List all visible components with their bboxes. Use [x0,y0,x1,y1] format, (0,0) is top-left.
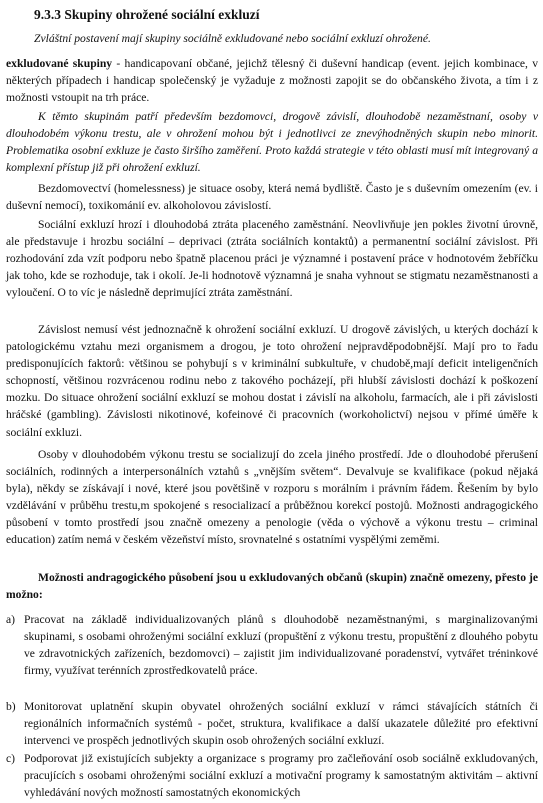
excluded-groups-paragraph [6,55,538,106]
intro-italic: Zvláštní postavení mají skupiny sociálně exkludované nebo sociální exkluzí ohrožené. [34,32,431,45]
homelessness-paragraph: Bezdomovectví (homelessness) je situace osoby, která nemá bydliště. Často je s duševním omezením (ev. i duševní nemocí), toxikománií ev. alkoholovou závislostí. [6,182,538,213]
possibilities-intro: Možnosti andragogického působení jsou u exkludovaných občanů (skupin) značně omezeny, přesto je možno: [6,571,538,602]
prison-paragraph: Osoby v dlouhodobém výkonu trestu se socializují do zcela jiného prostředí. Jde o dlouhodobé přerušení sociálních, rodinných a interpersonálních vztahů s „vnějším světem“. Devalvuje se kvalifikace (pokud nějaká byla), někdy se získávají i nové, které jsou povětšině v rozporu s morálním i právním řádem. Řešením by bylo vzdělávání v průběhu trestu,m spokojené s resocializací a průběžnou korekcí postojů. Možnosti andragogického působení v tomto prostředí jsou značně omezeny a penologie (věda o výchově a výkonu trestu – criminal education) zatím nemá v českém vězeňství místo, srovnatelné s ostatními vyspělými zeměmi. [6,448,538,547]
excluded-groups-term: exkludované skupiny [6,57,113,70]
addiction-paragraph: Závislost nemusí vést jednoznačně k ohrožení sociální exkluzí. U drogově závislých, u kterých dochází k patologickému vztahu mezi organismem a drogou, je toto ohrožení nejpravděpodobnější. Mají pro to řadu predisponujících faktorů: většinou se pohybují s v kriminální subkultuře, v chudobě,mají deficit inteligenčních schopností, většinou rozvrácenou rodinu nebo z takového pocházejí, při hlubší závislosti dochází k poškození mozku. Do situace ohrožení sociální exkluzí se mohou dostat i závislí na alkoholu, farmacích, ale i při závislosti hráčské (gambling). Závislosti nikotinové, kofeinové či pracovních (workoholictví) nejsou v přímé úměře k sociální exkluzi. [6,323,538,439]
list-item-label: a) [6,613,16,626]
section-heading: 9.3.3 Skupiny ohrožené sociální exkluzí [34,7,260,22]
list-item-text: Podporovat již existujících subjekty a organizace s programy pro začleňování osob sociálně exkludovaných, pracujících s osobami ohroženými sociální exkluzí a motivační programy k samostatným aktivitám – aktivní vyhledávání nových možností samostatných ekonomických [24,752,538,800]
unemployment-paragraph: Sociální exkluzí hrozí i dlouhodobá ztráta placeného zaměstnání. Neovlivňuje jen pokles životní úrovně, ale představuje i hrozbu sociální – deprivaci (ztráta sociálních kontaktů) a permanentní sociální závislost. Při rozhodování zda vzít podporu nebo špatně placenou práci je významné i postavení práce v hodnotovém žebříčku jak toho, kde se rozhoduje, tak i okolí. Je-li hodnotově významná je snaha vyhnout se stigmatu nezaměstnanosti a vyloučení. O to víc je následně deprimující ztráta zaměstnání. [6,218,538,300]
list-item-text: Pracovat na základě individualizovaných plánů s dlouhodobě nezaměstnanými, s marginalizovanými skupinami, s osobami ohroženými sociální exkluzí (propuštění z výkonu trestu, propuštění z dlouhého pobytu ve zdravotnických zařízeních, bezdomovci) – zajistit jim individualizované poradenství, vytvářet tréninkové firmy, využívat terénních zprostředkovatelů práce. [24,613,538,678]
list-item-label: c) [6,752,16,765]
excluded-groups-definition: - handicapovaní občané, jejichž tělesný či duševní handicap (event. jejich kombinace, v některých případech i handicap společenský je vyžaduje z možnosti zapojit se do občanského života, a tím i z možnosti vstoupit na trh práce. [6,57,538,105]
list-item-text: Monitorovat uplatnění skupin obyvatel ohrožených sociální exkluzí v rámci stávajících státních či regionálních informačních systémů - počet, struktura, kvalifikace a další ukazatele důležité pro efektivní intervenci ve prospěch jednotlivých skupin osob ohrožených sociální exkluzí. [24,700,538,748]
list-item-label: b) [6,700,16,713]
groups-italic-paragraph: K těmto skupinám patří především bezdomovci, drogově závislí, dlouhodobě nezaměstnaní, osoby v dlouhodobém výkonu trestu, ale v ohrožení mohou být i jednotlivci ze znevýhodněných skupin nebo minorit. Problematika osobní exkluze je často širšího zaměření. Proto každá strategie v této oblasti musí mít integrovaný a komplexní přístup již při ohrožení exkluzí. [6,110,538,175]
